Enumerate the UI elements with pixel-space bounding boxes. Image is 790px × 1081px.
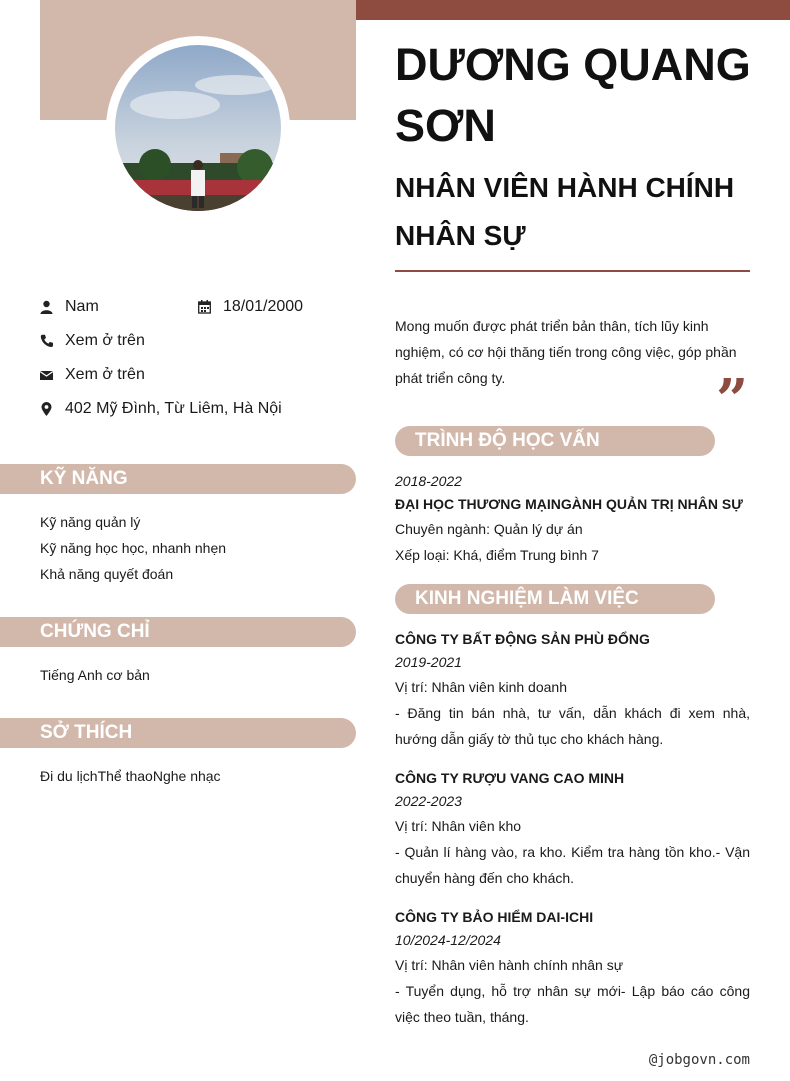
job-description: - Quản lí hàng vào, ra kho. Kiểm tra hàng tồn kho.- Vận chuyển hàng đến cho khách. bbox=[395, 844, 750, 886]
job-period: 2022-2023 bbox=[395, 793, 462, 809]
job-company: CÔNG TY BẢO HIỂM DAI-ICHI bbox=[395, 909, 594, 925]
address-text: 402 Mỹ Đình, Từ Liêm, Hà Nội bbox=[65, 400, 282, 417]
skills-heading: KỸ NĂNG bbox=[40, 468, 128, 489]
phone-row bbox=[40, 332, 145, 350]
certificates-heading-bar bbox=[0, 617, 356, 647]
gender-text: Nam bbox=[65, 298, 99, 315]
job-period: 2019-2021 bbox=[395, 654, 462, 670]
gender-row bbox=[40, 298, 99, 316]
mail-icon bbox=[40, 368, 53, 382]
email-text: Xem ở trên bbox=[65, 366, 145, 383]
phone-text: Xem ở trên bbox=[65, 332, 145, 349]
candidate-role: NHÂN VIÊN HÀNH CHÍNH NHÂN SỰ bbox=[395, 172, 735, 251]
candidate-name: DƯƠNG QUANG SƠN bbox=[395, 39, 751, 151]
skills-list bbox=[40, 509, 226, 587]
hobbies-heading: SỞ THÍCH bbox=[40, 722, 133, 743]
title-divider bbox=[395, 270, 750, 272]
footer-watermark: @jobgovn.com bbox=[648, 1052, 750, 1068]
address-row bbox=[40, 400, 282, 418]
list-item: Kỹ năng học học, nhanh nhẹn bbox=[40, 540, 227, 556]
education-period: 2018-2022 bbox=[395, 473, 462, 489]
job-position: Vị trí: Nhân viên kinh doanh bbox=[395, 679, 567, 695]
top-accent-bar bbox=[356, 0, 790, 20]
education-school: ĐẠI HỌC THƯƠNG MẠINGÀNH QUẢN TRỊ NHÂN SỰ bbox=[395, 496, 743, 512]
skills-heading-bar bbox=[0, 464, 356, 494]
job-description: - Đăng tin bán nhà, tư vấn, dẫn khách đi xem nhà, hướng dẫn giấy tờ thủ tục cho khách hàng. bbox=[395, 705, 750, 747]
education-block bbox=[395, 470, 750, 568]
job-item bbox=[395, 767, 750, 891]
avatar bbox=[106, 36, 290, 220]
education-heading: TRÌNH ĐỘ HỌC VẤN bbox=[415, 430, 600, 451]
job-company: CÔNG TY RƯỢU VANG CAO MINH bbox=[395, 770, 625, 786]
job-item bbox=[395, 906, 750, 1030]
education-grade: Xếp loại: Khá, điểm Trung bình 7 bbox=[395, 547, 599, 563]
job-position: Vị trí: Nhân viên hành chính nhân sự bbox=[395, 957, 624, 973]
quote-icon: ” bbox=[716, 367, 749, 433]
phone-icon bbox=[40, 334, 53, 348]
job-company: CÔNG TY BẤT ĐỘNG SẢN PHÙ ĐỔNG bbox=[395, 631, 650, 647]
hobbies-heading-bar bbox=[0, 718, 356, 748]
job-period: 10/2024-12/2024 bbox=[395, 932, 501, 948]
list-item: Khả năng quyết đoán bbox=[40, 566, 174, 582]
location-icon bbox=[40, 402, 53, 416]
job-description: - Tuyển dụng, hỗ trợ nhân sự mới- Lập báo cáo công việc theo tuần, tháng. bbox=[395, 983, 750, 1025]
user-icon bbox=[40, 300, 53, 314]
calendar-icon bbox=[198, 300, 211, 314]
job-item bbox=[395, 628, 750, 752]
certificates-heading: CHỨNG CHỈ bbox=[40, 621, 150, 642]
list-item: Kỹ năng quản lý bbox=[40, 514, 141, 530]
list-item: Tiếng Anh cơ bản bbox=[40, 667, 150, 683]
certificates-list bbox=[40, 662, 150, 688]
job-position: Vị trí: Nhân viên kho bbox=[395, 818, 522, 834]
education-heading-bar bbox=[395, 426, 715, 456]
birthday-row bbox=[198, 298, 303, 316]
education-major: Chuyên ngành: Quản lý dự án bbox=[395, 521, 583, 537]
experience-heading: KINH NGHIỆM LÀM VIỆC bbox=[415, 588, 639, 609]
birthday-text: 18/01/2000 bbox=[223, 298, 304, 315]
career-objective: Mong muốn được phát triển bản thân, tích lũy kinh nghiệm, có cơ hội thăng tiến trong công việc, góp phần phát triển công ty. bbox=[395, 318, 737, 386]
profile-photo bbox=[115, 45, 281, 211]
email-row bbox=[40, 366, 145, 384]
hobbies-text: Đi du lịchThể thaoNghe nhạc bbox=[40, 768, 221, 784]
experience-heading-bar bbox=[395, 584, 715, 614]
hobbies-list bbox=[40, 763, 221, 789]
